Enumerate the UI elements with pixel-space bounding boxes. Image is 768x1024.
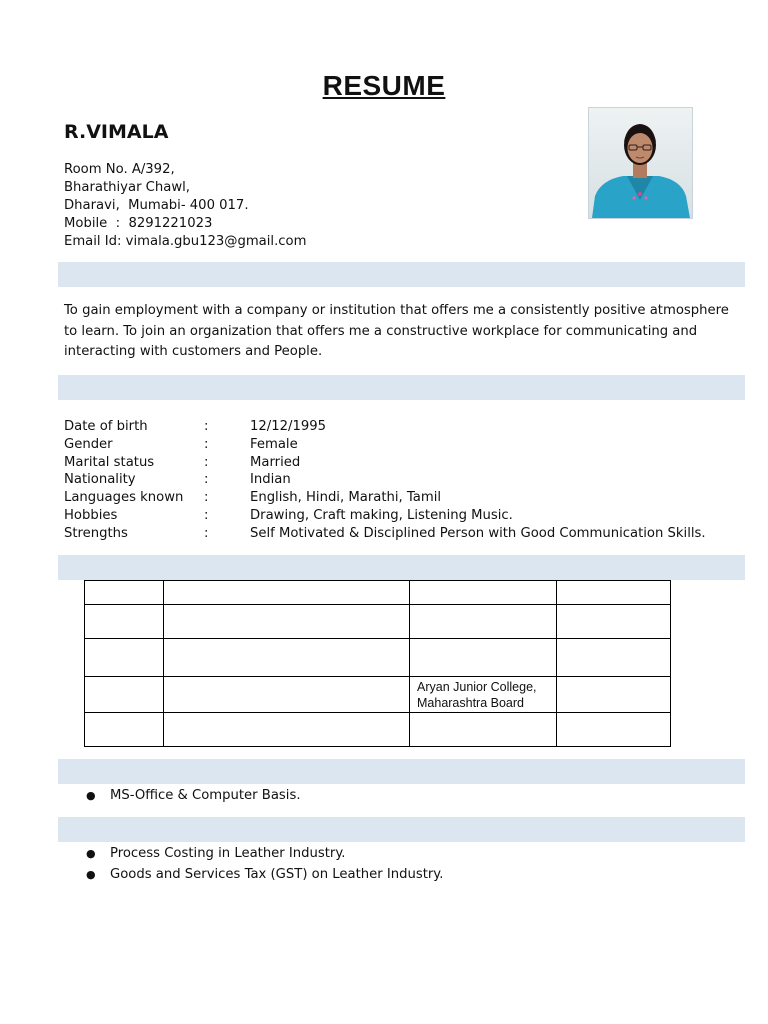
detail-value: Female <box>250 436 298 452</box>
detail-colon: : <box>204 472 209 488</box>
address-block <box>64 161 306 251</box>
detail-row <box>64 525 706 543</box>
detail-label: Languages known <box>64 490 184 506</box>
table-cell <box>410 713 557 747</box>
table-cell <box>557 605 671 639</box>
table-cell <box>557 581 671 605</box>
table-row <box>85 639 671 677</box>
detail-label: Date of birth <box>64 419 148 434</box>
detail-label: Marital status <box>64 454 155 470</box>
address-line: Bharathiyar Chawl, <box>64 180 190 195</box>
bullet-icon: ● <box>86 789 96 802</box>
table-cell <box>85 677 164 713</box>
detail-value: Self Motivated & Disciplined Person with Good Communication Skills. <box>250 525 706 541</box>
personal-details <box>64 418 706 543</box>
table-cell <box>164 639 410 677</box>
project-text: Process Costing in Leather Industry. <box>110 846 346 861</box>
table-cell <box>410 581 557 605</box>
table-row <box>85 677 671 713</box>
skill-text: MS-Office & Computer Basis. <box>110 788 301 803</box>
table-cell <box>410 639 557 677</box>
table-row <box>85 581 671 605</box>
detail-value: Indian <box>250 472 291 488</box>
objective-text: To gain employment with a company or institution that offers me a consistently positive atmosphere to learn. To join an organization that offers me a constructive workplace for communicating and interacting with customers and People. <box>64 303 729 359</box>
detail-label: Hobbies <box>64 507 118 523</box>
institution-name: Aryan Junior College, <box>417 679 537 694</box>
list-item <box>64 785 301 806</box>
table-cell <box>85 605 164 639</box>
detail-colon: : <box>204 419 209 434</box>
section-band-projects <box>58 817 745 842</box>
skills-list <box>64 785 301 806</box>
detail-colon: : <box>204 507 209 523</box>
detail-label: Gender <box>64 436 113 452</box>
email-line: Email Id: vimala.gbu123@gmail.com <box>64 234 307 249</box>
education-table <box>84 580 671 747</box>
institution-cell <box>410 677 557 713</box>
table-cell <box>85 581 164 605</box>
section-band-objective <box>58 262 745 287</box>
table-cell <box>85 713 164 747</box>
projects-list <box>64 843 443 885</box>
bullet-icon: ● <box>86 847 96 860</box>
bullet-icon: ● <box>86 868 96 881</box>
section-band-personal <box>58 375 745 400</box>
address-line: Room No. A/392, <box>64 162 175 177</box>
detail-colon: : <box>204 454 209 470</box>
list-item <box>64 843 443 864</box>
table-cell <box>164 677 410 713</box>
detail-row <box>64 471 706 489</box>
table-cell <box>164 581 410 605</box>
detail-label: Nationality <box>64 472 136 488</box>
detail-row <box>64 489 706 507</box>
resume-title: RESUME <box>322 70 446 101</box>
detail-colon: : <box>204 490 209 506</box>
table-cell <box>557 677 671 713</box>
detail-row <box>64 436 706 454</box>
detail-row <box>64 454 706 472</box>
table-cell <box>410 605 557 639</box>
table-cell <box>557 713 671 747</box>
detail-colon: : <box>204 436 209 452</box>
table-cell <box>557 639 671 677</box>
detail-row <box>64 418 706 436</box>
detail-value: English, Hindi, Marathi, Tamil <box>250 490 442 506</box>
table-row <box>85 713 671 747</box>
mobile-line: Mobile : 8291221023 <box>64 216 213 231</box>
profile-photo <box>588 107 693 219</box>
table-cell <box>85 639 164 677</box>
detail-value: Married <box>250 454 301 470</box>
table-cell <box>164 605 410 639</box>
list-item <box>64 864 443 885</box>
table-cell <box>164 713 410 747</box>
candidate-name: R.VIMALA <box>64 121 169 143</box>
detail-value: 12/12/1995 <box>250 419 327 434</box>
project-text: Goods and Services Tax (GST) on Leather Industry. <box>110 867 444 882</box>
table-row <box>85 605 671 639</box>
address-line: Dharavi, Mumabi- 400 017. <box>64 198 249 213</box>
section-band-skills <box>58 759 745 784</box>
board-name: Maharashtra Board <box>417 695 525 710</box>
detail-label: Strengths <box>64 525 128 541</box>
detail-colon: : <box>204 525 209 541</box>
detail-row <box>64 507 706 525</box>
section-band-education <box>58 555 745 580</box>
detail-value: Drawing, Craft making, Listening Music. <box>250 507 513 523</box>
